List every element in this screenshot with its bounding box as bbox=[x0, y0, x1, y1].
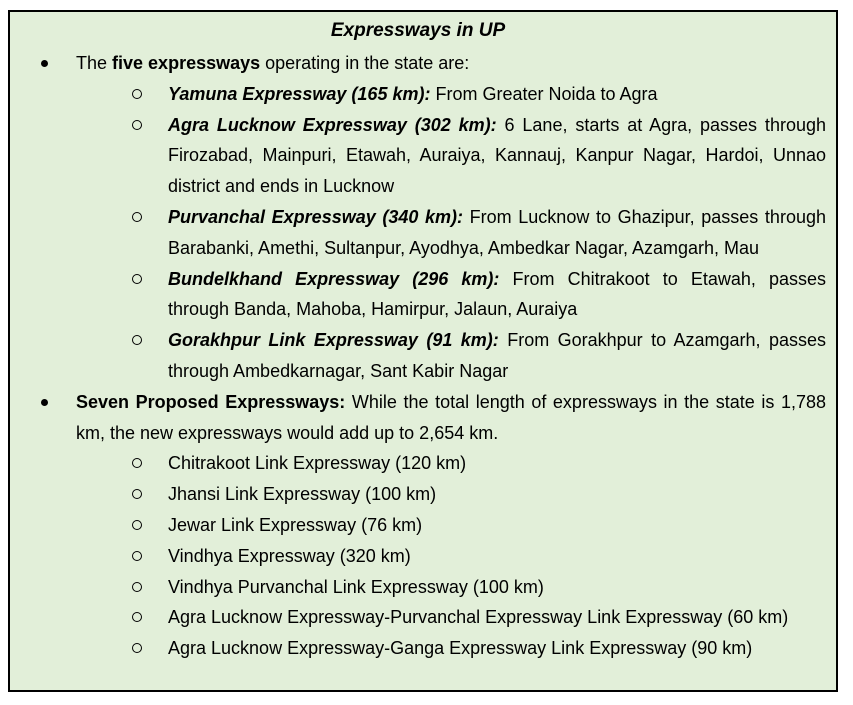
operating-item-bundelkhand bbox=[10, 264, 826, 326]
expressway-name: Gorakhpur Link Expressway (91 km): bbox=[168, 330, 499, 351]
proposed-item-jewar-link bbox=[10, 510, 826, 541]
circle-bullet-icon bbox=[132, 489, 142, 499]
expressway-name: Agra Lucknow Expressway-Purvanchal Expressway Link Expressway (60 km) bbox=[168, 607, 789, 628]
circle-bullet-icon bbox=[132, 212, 142, 222]
bullet-icon bbox=[41, 399, 48, 406]
circle-bullet-icon bbox=[132, 643, 142, 653]
bullet-icon bbox=[41, 60, 48, 67]
expressway-name: Vindhya Purvanchal Link Expressway (100 km) bbox=[168, 576, 544, 597]
operating-item-agra-lucknow bbox=[10, 110, 826, 202]
circle-bullet-icon bbox=[132, 89, 142, 99]
proposed-item-chitrakoot-link bbox=[10, 448, 826, 479]
expressway-name: Purvanchal Expressway (340 km): bbox=[168, 206, 464, 227]
circle-bullet-icon bbox=[132, 551, 142, 561]
circle-bullet-icon bbox=[132, 612, 142, 622]
operating-item-purvanchal bbox=[10, 202, 826, 264]
proposed-item-agra-ganga-link bbox=[10, 633, 826, 664]
proposed-intro bbox=[10, 387, 826, 449]
circle-bullet-icon bbox=[132, 335, 142, 345]
circle-bullet-icon bbox=[132, 274, 142, 284]
proposed-item-vindhya-purvanchal-link bbox=[10, 572, 826, 603]
expressway-name: Agra Lucknow Expressway (302 km): bbox=[168, 114, 497, 135]
operating-intro-text: The five expressways operating in the state are: bbox=[76, 53, 470, 73]
circle-bullet-icon bbox=[132, 458, 142, 468]
expressway-desc: 6 Lane, starts at Agra, passes through Firozabad, Mainpuri, Etawah, Auraiya, Kannauj, Kanpur Nagar, Hardoi, Unnao district and ends in Lucknow bbox=[168, 114, 826, 197]
expressway-name: Vindhya Expressway (320 km) bbox=[168, 545, 411, 566]
expressways-info-box bbox=[8, 10, 838, 692]
proposed-item-vindhya bbox=[10, 541, 826, 572]
circle-bullet-icon bbox=[132, 582, 142, 592]
expressway-name: Jewar Link Expressway (76 km) bbox=[168, 514, 423, 535]
operating-intro bbox=[10, 48, 826, 79]
proposed-item-jhansi-link bbox=[10, 479, 826, 510]
expressway-name: Yamuna Expressway (165 km): bbox=[168, 83, 431, 104]
expressway-desc: From Gorakhpur to Azamgarh, passes through Ambedkarnagar, Sant Kabir Nagar bbox=[168, 330, 826, 381]
expressway-name: Agra Lucknow Expressway-Ganga Expressway Link Expressway (90 km) bbox=[168, 638, 753, 659]
expressway-desc: From Lucknow to Ghazipur, passes through Barabanki, Amethi, Sultanpur, Ayodhya, Ambedkar Nagar, Azamgarh, Mau bbox=[168, 206, 826, 258]
expressway-name: Chitrakoot Link Expressway (120 km) bbox=[168, 453, 467, 474]
proposed-intro-text: Seven Proposed Expressways: While the total length of expressways in the state is 1,788 km, the new expressways would add up to 2,654 km. bbox=[76, 391, 826, 443]
expressway-name: Bundelkhand Expressway (296 km): bbox=[168, 268, 500, 289]
expressway-name: Jhansi Link Expressway (100 km) bbox=[168, 484, 437, 505]
circle-bullet-icon bbox=[132, 120, 142, 130]
operating-item-yamuna bbox=[10, 79, 826, 110]
expressway-desc: From Chitrakoot to Etawah, passes through Banda, Mahoba, Hamirpur, Jalaun, Auraiya bbox=[168, 268, 827, 320]
expressway-desc: From Greater Noida to Agra bbox=[430, 83, 658, 104]
operating-item-gorakhpur-link bbox=[10, 325, 826, 387]
document-title: Expressways in UP bbox=[330, 20, 506, 41]
circle-bullet-icon bbox=[132, 520, 142, 530]
proposed-item-agra-purvanchal-link bbox=[10, 602, 826, 633]
